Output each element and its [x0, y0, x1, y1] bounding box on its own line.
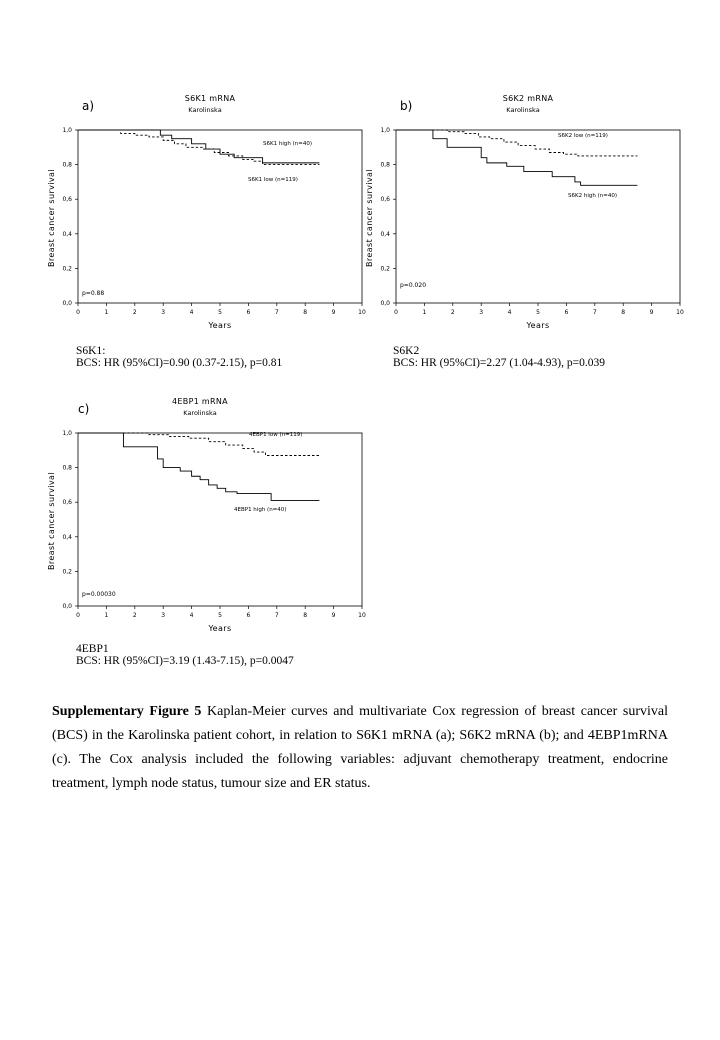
p-value: p=0.020	[400, 282, 427, 289]
x-tick-label: 3	[479, 309, 484, 316]
y-tick-label: 0,0	[62, 603, 72, 610]
x-tick-label: 5	[218, 309, 222, 316]
stats-gene-label: 4EBP1	[76, 643, 109, 655]
cox-stats-s6k2	[393, 345, 605, 369]
x-tick-label: 10	[676, 309, 684, 316]
x-tick-label: 6	[246, 612, 251, 619]
y-tick-label: 0,6	[380, 196, 390, 204]
x-tick-label: 0	[394, 309, 398, 316]
y-tick-label: 0,2	[380, 265, 390, 273]
x-axis-label: Years	[526, 321, 550, 330]
km-chart-4ebp1	[40, 391, 370, 636]
plot-frame	[78, 130, 362, 303]
figure-caption	[52, 700, 668, 796]
plot-frame	[78, 433, 362, 606]
stats-gene-label: S6K1:	[76, 345, 106, 357]
km-curve-solid	[78, 433, 319, 500]
y-axis-label: Breast cancer survival	[47, 169, 56, 267]
y-tick-label: 0,4	[62, 533, 72, 541]
panel-label-a: a)	[82, 99, 95, 113]
x-tick-label: 9	[331, 309, 336, 316]
stats-hr-line: BCS: HR (95%CI)=0.90 (0.37-2.15), p=0.81	[76, 357, 283, 369]
y-tick-label: 0,4	[62, 230, 72, 238]
km-chart-s6k1	[40, 88, 370, 333]
panel-label-c: c)	[78, 402, 90, 416]
x-tick-label: 2	[132, 309, 137, 316]
x-tick-label: 9	[649, 309, 654, 316]
x-tick-label: 2	[450, 309, 455, 316]
x-tick-label: 9	[331, 612, 336, 619]
x-tick-label: 1	[104, 309, 109, 316]
y-tick-label: 0,8	[62, 161, 72, 169]
series-label: S6K1 low (n=119)	[248, 177, 298, 183]
stats-gene-label: S6K2	[393, 345, 420, 357]
y-tick-label: 1,0	[62, 127, 72, 134]
y-axis-label: Breast cancer survival	[365, 169, 374, 267]
y-tick-label: 0,8	[380, 161, 390, 169]
y-tick-label: 0,8	[62, 464, 72, 472]
caption-text: Kaplan-Meier curves and multivariate Cox regression of breast cancer survival (BCS) in the Karolinska patient cohort, in relation to S6K1 mRNA (a); S6K2 mRNA (b); and 4EBP1mRNA (c). The Cox analysis included the following variables: adjuvant chemotherapy treatment, endocrine treatment, lymph node status, tumour size and ER status.	[52, 704, 668, 791]
x-tick-label: 10	[358, 612, 366, 619]
x-tick-label: 5	[536, 309, 540, 316]
km-curve-dashed	[78, 130, 319, 165]
x-tick-label: 3	[161, 309, 166, 316]
x-tick-label: 4	[189, 612, 194, 619]
km-chart-s6k2	[358, 88, 688, 333]
series-label: S6K2 low (n=119)	[558, 133, 608, 139]
y-tick-label: 0,2	[62, 265, 72, 273]
x-tick-label: 1	[422, 309, 427, 316]
series-label: 4EBP1 low (n=119)	[249, 432, 303, 438]
stats-hr-line: BCS: HR (95%CI)=2.27 (1.04-4.93), p=0.039	[393, 357, 605, 369]
x-tick-label: 1	[104, 612, 109, 619]
x-tick-label: 6	[564, 309, 569, 316]
chart-title: 4EBP1 mRNA	[172, 397, 228, 406]
plot-frame	[396, 130, 680, 303]
cox-stats-4ebp1	[76, 643, 294, 667]
chart-title: S6K1 mRNA	[184, 94, 236, 103]
x-axis-label: Years	[208, 624, 232, 633]
y-tick-label: 0,6	[62, 196, 72, 204]
series-label: 4EBP1 high (n=40)	[234, 507, 287, 513]
p-value: p=0.00030	[82, 591, 116, 598]
stats-hr-line: BCS: HR (95%CI)=3.19 (1.43-7.15), p=0.0047	[76, 655, 294, 667]
x-tick-label: 5	[218, 612, 222, 619]
chart-title: S6K2 mRNA	[502, 94, 554, 103]
y-axis-label: Breast cancer survival	[47, 472, 56, 570]
y-tick-label: 0,2	[62, 568, 72, 576]
x-tick-label: 7	[274, 309, 279, 316]
x-tick-label: 8	[303, 612, 308, 619]
y-tick-label: 0,0	[62, 300, 72, 307]
x-axis-label: Years	[208, 321, 232, 330]
x-tick-label: 0	[76, 309, 80, 316]
y-tick-label: 0,6	[62, 499, 72, 507]
p-value: p=0.88	[82, 290, 105, 297]
x-tick-label: 4	[507, 309, 512, 316]
panel-label-b: b)	[400, 99, 413, 113]
chart-subtitle: Karolinska	[183, 409, 217, 417]
x-tick-label: 7	[274, 612, 279, 619]
x-tick-label: 2	[132, 612, 137, 619]
y-tick-label: 0,0	[380, 300, 390, 307]
x-tick-label: 8	[303, 309, 308, 316]
y-tick-label: 0,4	[380, 230, 390, 238]
y-tick-label: 1,0	[62, 430, 72, 437]
cox-stats-s6k1	[76, 345, 282, 369]
x-tick-label: 8	[621, 309, 626, 316]
x-tick-label: 10	[358, 309, 366, 316]
chart-subtitle: Karolinska	[506, 106, 540, 114]
y-tick-label: 1,0	[380, 127, 390, 134]
series-label: S6K2 high (n=40)	[568, 193, 617, 199]
x-tick-label: 0	[76, 612, 80, 619]
x-tick-label: 7	[592, 309, 597, 316]
series-label: S6K1 high (n=40)	[263, 141, 312, 147]
x-tick-label: 3	[161, 612, 166, 619]
x-tick-label: 6	[246, 309, 251, 316]
x-tick-label: 4	[189, 309, 194, 316]
caption-title: Supplementary Figure 5	[52, 704, 202, 719]
chart-subtitle: Karolinska	[188, 106, 222, 114]
